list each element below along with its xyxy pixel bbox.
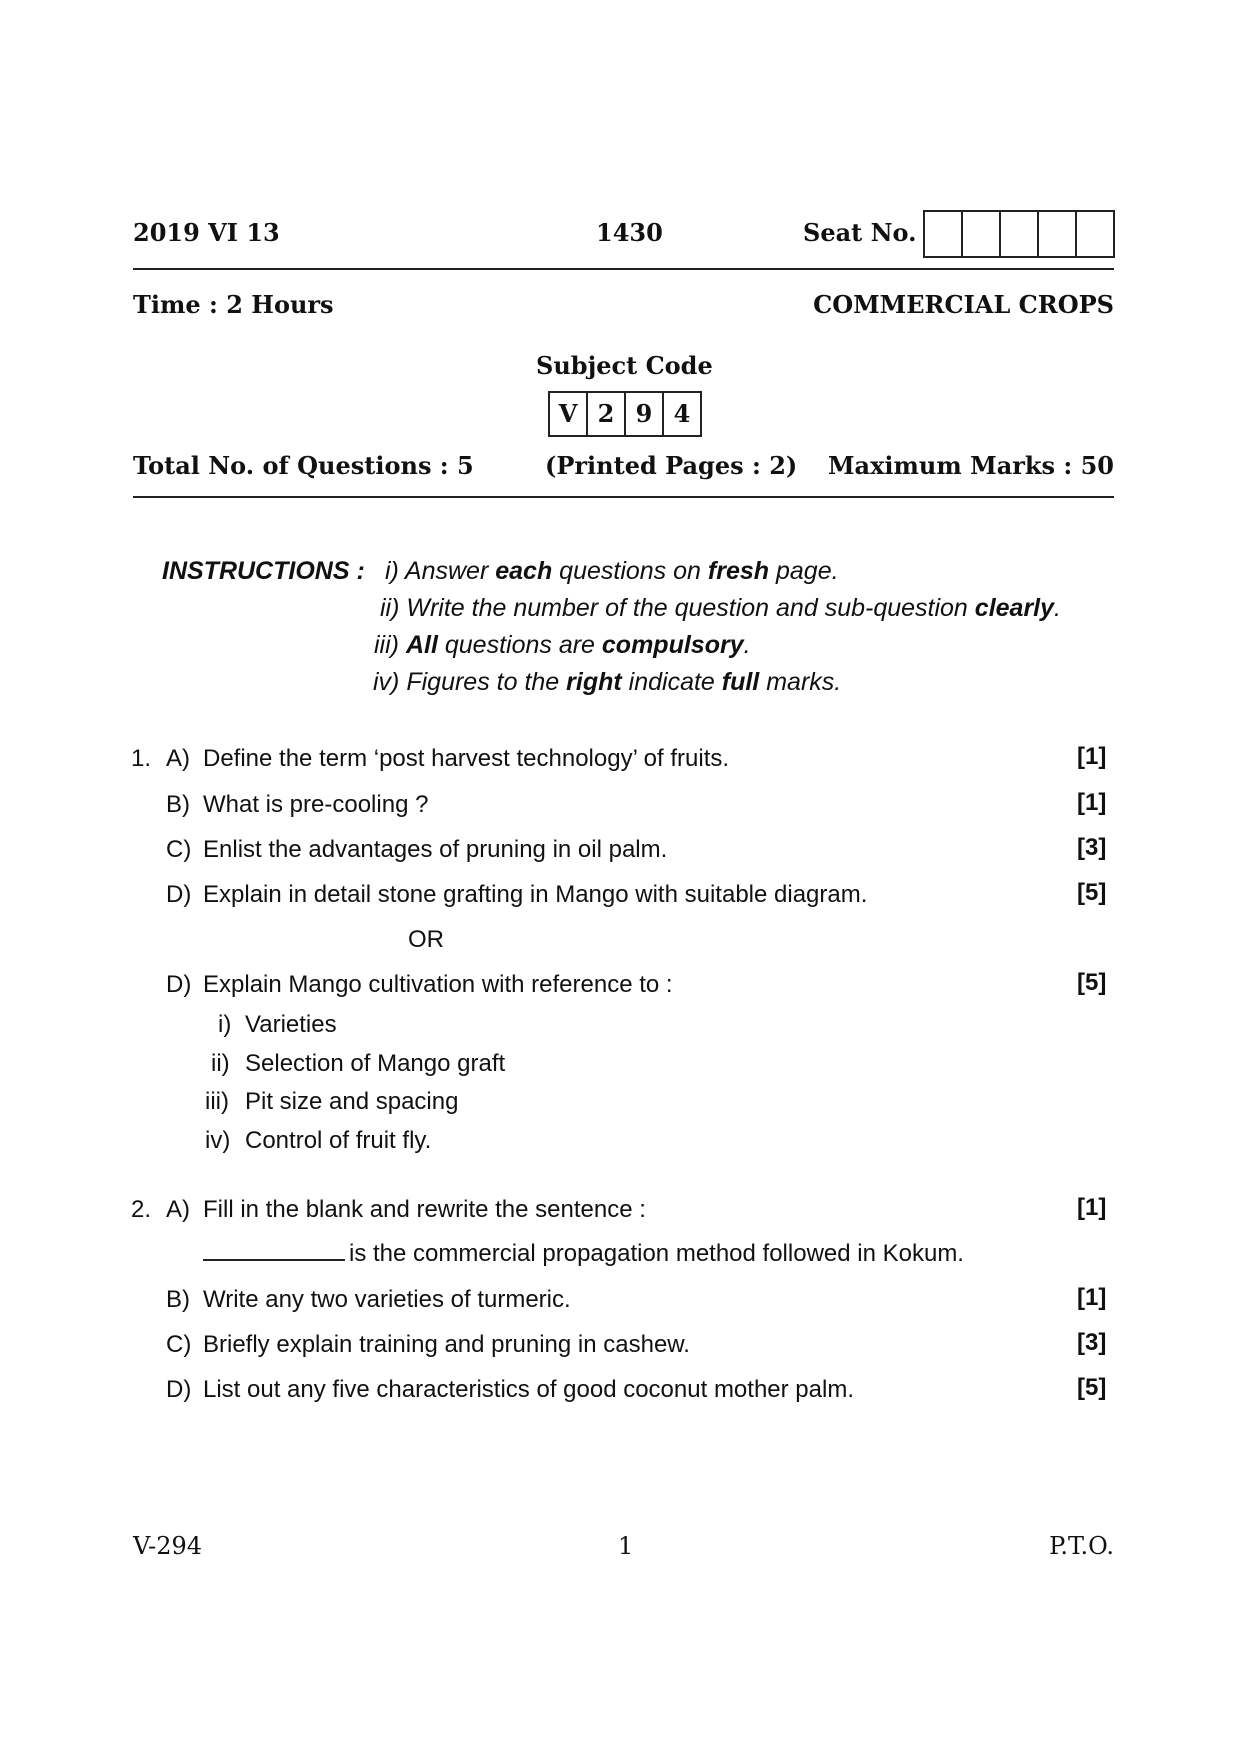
sub-question-text: Briefly explain training and pruning in cashew. [203, 1331, 690, 1358]
instruction-item: iv) Figures to the right indicate full marks. [373, 668, 842, 696]
sub-item-text: Selection of Mango graft [245, 1050, 506, 1077]
fill-blank-sentence: is the commercial propagation method followed in Kokum. [203, 1239, 964, 1268]
sub-question-label: A) [166, 1196, 190, 1223]
sub-question-label: D) [166, 1376, 192, 1403]
printed-pages: (Printed Pages : 2) [545, 451, 798, 480]
total-questions: Total No. of Questions : 5 [133, 451, 474, 480]
sub-question-label: D) [166, 881, 192, 908]
marks: [3] [1077, 1329, 1107, 1356]
header-divider-bottom [133, 496, 1114, 498]
marks: [1] [1077, 789, 1107, 816]
sub-question-label: D) [166, 971, 192, 998]
blank-line [203, 1239, 345, 1261]
subject-code-char: 9 [624, 393, 662, 435]
sub-question-text: Write any two varieties of turmeric. [203, 1286, 571, 1313]
marks: [5] [1077, 1374, 1107, 1401]
seat-box [1037, 212, 1075, 256]
seat-box [1075, 212, 1113, 256]
marks: [1] [1077, 1284, 1107, 1311]
subject-code-char: V [558, 399, 578, 428]
instructions-label: INSTRUCTIONS : [162, 557, 365, 585]
instruction-item: i) Answer each questions on fresh page. [385, 557, 839, 585]
seat-label: Seat No. [803, 218, 917, 247]
sub-question-text: Fill in the blank and rewrite the sentence : [203, 1196, 646, 1223]
sub-item-number: i) [218, 1011, 232, 1038]
instruction-item: ii) Write the number of the question and sub-question clearly. [380, 594, 1061, 622]
sub-item-text: Pit size and spacing [245, 1088, 459, 1115]
marks: [1] [1077, 743, 1107, 770]
sub-question-text: Define the term ‘post harvest technology’ of fruits. [203, 745, 730, 772]
paper-number: 1430 [596, 218, 663, 247]
marks: [5] [1077, 879, 1107, 906]
question-number: 1. [131, 745, 152, 772]
sub-question-text: List out any five characteristics of good coconut mother palm. [203, 1376, 854, 1403]
subject-title: COMMERCIAL CROPS [813, 290, 1114, 319]
sub-item-number: iii) [205, 1088, 229, 1115]
exam-code: 2019 VI 13 [133, 218, 280, 247]
instruction-item: iii) All questions are compulsory. [374, 631, 751, 659]
sub-question-label: C) [166, 836, 192, 863]
seat-number-boxes [923, 210, 1115, 258]
seat-box [925, 212, 961, 256]
page-number: 1 [618, 1532, 634, 1560]
seat-box [961, 212, 999, 256]
subject-code-char: 2 [586, 393, 624, 435]
exam-time: Time : 2 Hours [133, 290, 334, 319]
question-number: 2. [131, 1196, 152, 1223]
marks: [1] [1077, 1194, 1107, 1221]
sub-question-text: Explain in detail stone grafting in Mango with suitable diagram. [203, 881, 868, 908]
or-separator: OR [408, 926, 444, 953]
sub-question-label: B) [166, 791, 190, 818]
subject-code-boxes [548, 391, 702, 437]
sub-question-text: What is pre-cooling ? [203, 791, 429, 818]
marks: [5] [1077, 969, 1107, 996]
header-divider-top [133, 268, 1114, 270]
sub-question-label: A) [166, 745, 190, 772]
footer-code: V-294 [133, 1532, 203, 1560]
maximum-marks: Maximum Marks : 50 [827, 451, 1114, 480]
sub-question-text: Enlist the advantages of pruning in oil palm. [203, 836, 668, 863]
please-turn-over: P.T.O. [1049, 1532, 1114, 1560]
seat-box [999, 212, 1037, 256]
sub-item-number: ii) [211, 1050, 230, 1077]
sub-question-label: C) [166, 1331, 192, 1358]
sub-item-text: Control of fruit fly. [245, 1127, 432, 1154]
marks: [3] [1077, 834, 1107, 861]
sub-item-number: iv) [205, 1127, 231, 1154]
subject-code-char: 4 [662, 393, 700, 435]
subject-code-label: Subject Code [536, 351, 713, 380]
sub-question-label: B) [166, 1286, 190, 1313]
sub-question-text: Explain Mango cultivation with reference to : [203, 971, 673, 998]
sub-item-text: Varieties [245, 1011, 337, 1038]
